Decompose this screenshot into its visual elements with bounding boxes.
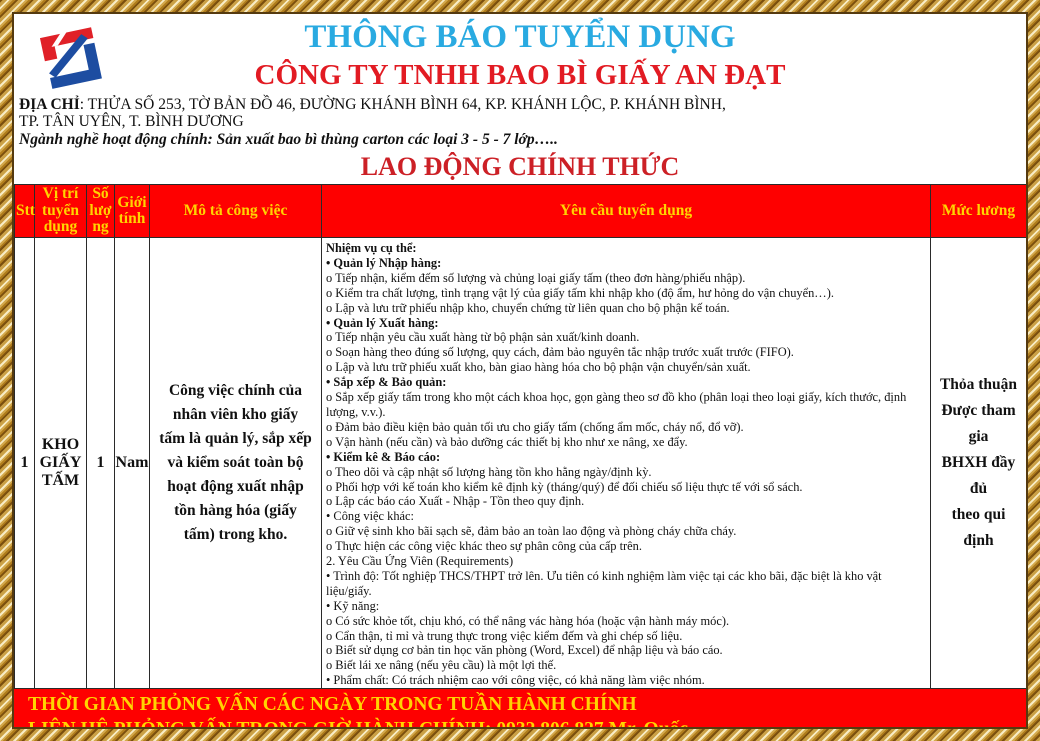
requirement-line: o Phối hợp với kế toán kho kiểm kê định kỳ (tháng/quý) để đối chiếu số liệu thực tế với sổ sách. bbox=[326, 479, 803, 494]
requirement-line: o Lập và lưu trữ phiếu nhập kho, chuyển chứng từ liên quan cho bộ phận kế toán. bbox=[326, 300, 730, 315]
industry-line: Ngành nghề hoạt động chính: Sản xuất bao bì thùng carton các loại 3 - 5 - 7 lớp….. bbox=[19, 131, 558, 148]
requirement-line: o Sắp xếp giấy tấm trong kho một cách khoa học, gọn gàng theo sơ đồ kho (phân loại theo loại giấy, kích thước, định lượng, v.v.). bbox=[326, 390, 907, 419]
address-text: : THỬA SỐ 253, TỜ BẢN ĐỒ 46, ĐƯỜNG KHÁNH BÌNH 64, KP. KHÁNH LỘC, P. KHÁNH BÌNH, bbox=[79, 96, 726, 113]
table-row bbox=[15, 238, 1027, 689]
col-header-gender: Giới tính bbox=[115, 185, 150, 238]
requirement-line: o Thực hiện các công việc khác theo sự phân công của cấp trên. bbox=[326, 539, 642, 554]
requirement-line: Nhiệm vụ cụ thể: bbox=[326, 241, 417, 255]
requirement-line: o Vận hành (nếu cần) và bảo dưỡng các thiết bị kho như xe nâng, xe đẩy. bbox=[326, 434, 688, 449]
address-line-1 bbox=[14, 96, 1026, 113]
requirement-line: 2. Yêu Cầu Ứng Viên (Requirements) bbox=[326, 554, 514, 569]
requirement-line: • Kiểm kê & Báo cáo: bbox=[326, 449, 441, 464]
requirement-line: o Đảm bảo điều kiện bảo quản tối ưu cho giấy tấm (chống ẩm mốc, cháy nổ, đổ vỡ). bbox=[326, 419, 744, 434]
col-header-salary: Mức lương bbox=[931, 185, 1027, 238]
footer-line-1: THỜI GIAN PHỎNG VẤN CÁC NGÀY TRONG TUẦN HÀNH CHÍNH bbox=[28, 694, 637, 716]
section-title: LAO ĐỘNG CHÍNH THỨC bbox=[360, 152, 680, 181]
requirement-line: • Kỹ năng: bbox=[326, 598, 380, 613]
salary-line: theo qui định bbox=[951, 506, 1006, 550]
requirement-line: o Kiểm tra chất lượng, tình trạng vật lý của giấy tấm khi nhập kho (độ ẩm, hư hỏng do vận chuyển…). bbox=[326, 285, 834, 300]
col-header-requirements: Yêu cầu tuyển dụng bbox=[322, 185, 931, 238]
address-label: ĐỊA CHỈ bbox=[19, 96, 80, 113]
requirement-line: o Theo dõi và cập nhật số lượng hàng tồn kho hằng ngày/định kỳ. bbox=[326, 464, 652, 479]
cell-quantity: 1 bbox=[87, 238, 115, 689]
col-header-position: Vị trí tuyển dụng bbox=[35, 185, 87, 238]
col-header-description: Mô tả công việc bbox=[150, 185, 322, 238]
cell-requirements bbox=[322, 238, 931, 689]
requirement-line: o Soạn hàng theo đúng số lượng, quy cách, đảm bảo nguyên tắc nhập trước xuất trước (FIFO). bbox=[326, 345, 794, 360]
requirement-line: o Lập các báo cáo Xuất - Nhập - Tồn theo quy định. bbox=[326, 494, 585, 509]
footer-banner bbox=[14, 689, 1026, 741]
requirement-line: o Lập và lưu trữ phiếu xuất kho, bàn giao hàng hóa cho bộ phận vận chuyển/sản xuất. bbox=[326, 360, 751, 375]
cell-salary bbox=[931, 238, 1027, 689]
requirements-list bbox=[326, 241, 926, 688]
requirement-line: o Giữ vệ sinh kho bãi sạch sẽ, đảm bảo an toàn lao động và phòng cháy chữa cháy. bbox=[326, 524, 737, 539]
table-header-row bbox=[15, 185, 1027, 238]
col-header-stt: Stt bbox=[15, 185, 35, 238]
poster-content bbox=[14, 14, 1026, 741]
salary-line: Thỏa thuận bbox=[939, 376, 1018, 394]
cell-stt: 1 bbox=[15, 238, 35, 689]
poster-title: THÔNG BÁO TUYỂN DỤNG bbox=[304, 19, 736, 55]
requirement-line: • Sắp xếp & Bảo quản: bbox=[326, 375, 447, 390]
jobs-table bbox=[14, 184, 1027, 689]
requirement-line: o Có sức khỏe tốt, chịu khó, có thể nâng vác hàng hóa (hoặc vận hành máy móc). bbox=[326, 613, 730, 628]
col-header-quantity: Số lượng bbox=[87, 185, 115, 238]
salary-line: BHXH đầy đủ bbox=[941, 454, 1016, 498]
address-line-2: TP. TÂN UYÊN, T. BÌNH DƯƠNG bbox=[19, 113, 244, 130]
requirement-line: • Quản lý Xuất hàng: bbox=[326, 315, 439, 330]
requirement-line: o Cẩn thận, tỉ mỉ và trung thực trong việc kiểm đếm và ghi chép số liệu. bbox=[326, 628, 683, 643]
salary-line: Được tham gia bbox=[941, 402, 1016, 446]
requirement-line: • Trình độ: Tốt nghiệp THCS/THPT trở lên. Ưu tiên có kinh nghiệm làm việc tại các kho bãi, đặc biệt là kho vật liệu/giấy. bbox=[326, 568, 882, 598]
requirement-line: o Tiếp nhận, kiểm đếm số lượng và chủng loại giấy tấm (theo đơn hàng/phiếu nhập). bbox=[326, 270, 746, 285]
cell-position: KHO GIẤY TẤM bbox=[35, 238, 87, 689]
requirement-line: o Biết lái xe nâng (nếu yêu cầu) là một lợi thế. bbox=[326, 658, 557, 673]
footer-line-2: LIÊN HỆ PHỎNG VẤN TRONG GIỜ HÀNH CHÍNH: 0932.806.827 Mr. Quốc bbox=[28, 719, 688, 741]
requirement-line: o Tiếp nhận yêu cầu xuất hàng từ bộ phận sản xuất/kinh doanh. bbox=[326, 330, 640, 345]
logo-icon bbox=[28, 18, 112, 94]
company-name: CÔNG TY TNHH BAO BÌ GIẤY AN ĐẠT bbox=[254, 59, 786, 91]
cell-description: Công việc chính của nhân viên kho giấy tấm là quản lý, sắp xếp và kiểm soát toàn bộ hoạt động xuất nhập tồn hàng hóa (giấy tấm) trong kho. bbox=[150, 238, 322, 689]
requirement-line: • Công việc khác: bbox=[326, 509, 414, 524]
cell-gender: Nam bbox=[115, 238, 150, 689]
salary-lines bbox=[935, 372, 1022, 554]
requirement-line: • Quản lý Nhập hàng: bbox=[326, 255, 442, 270]
requirement-line: o Biết sử dụng cơ bản tin học văn phòng (Word, Excel) để nhập liệu và báo cáo. bbox=[326, 643, 723, 658]
company-logo bbox=[28, 18, 112, 94]
requirement-line: • Phẩm chất: Có trách nhiệm cao với công việc, có khả năng làm việc nhóm. bbox=[326, 673, 705, 688]
